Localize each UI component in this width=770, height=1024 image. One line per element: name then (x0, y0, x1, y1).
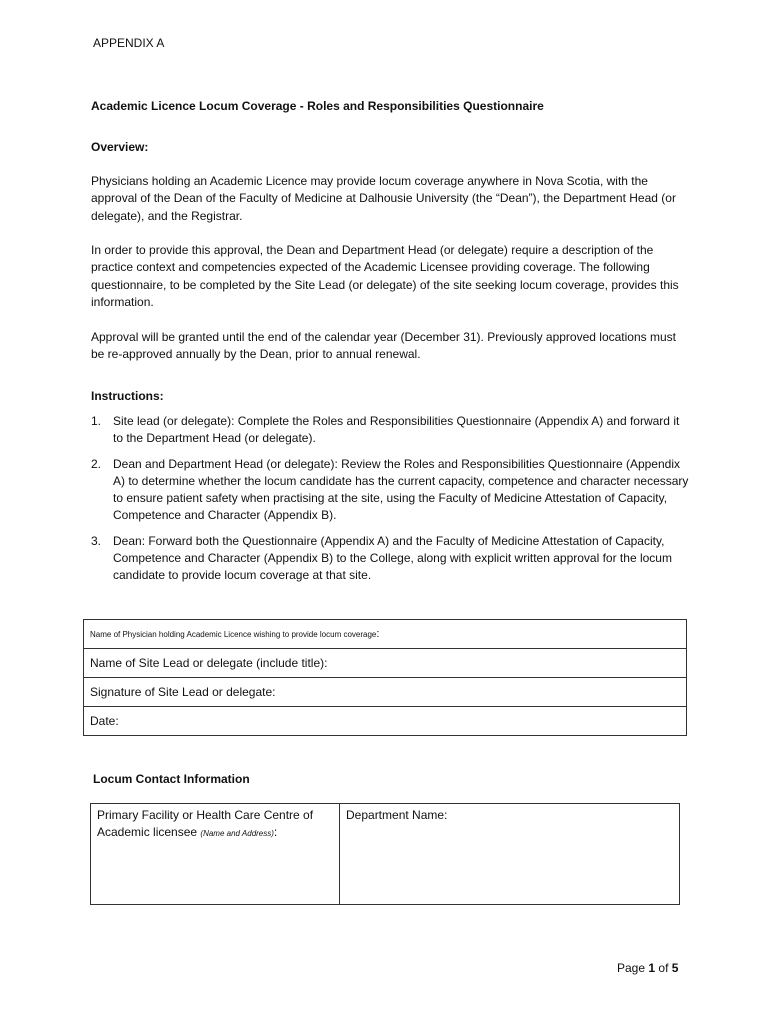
instruction-item (91, 413, 691, 448)
instructions-list (91, 413, 691, 593)
overview-paragraph-3: Approval will be granted until the end of the calendar year (December 31). Previously approved locations must be re-approved annually by the Dean, prior to annual renewal. (91, 330, 676, 362)
instruction-text: Site lead (or delegate): Complete the Roles and Responsibilities Questionnaire (Appendix A) and forward it to the Department Head (or delegate). (113, 414, 680, 446)
locum-contact-table (90, 803, 680, 905)
facility-hint: (Name and Address) (200, 829, 274, 839)
department-field[interactable] (340, 804, 680, 905)
contact-row (91, 804, 680, 905)
overview-paragraph-1: Physicians holding an Academic Licence may provide locum coverage anywhere in Nova Scotia, with the approval of the Dean of the Faculty of Medicine at Dalhousie University (the “Dean”), the Department Head (or delegate), and the Registrar. (91, 174, 676, 223)
site-lead-name-label: Name of Site Lead or delegate (include title): (90, 656, 328, 670)
instructions-heading: Instructions: (91, 389, 164, 403)
facility-label: Primary Facility or Health Care Centre of Academic licensee (97, 808, 314, 840)
document-title: Academic Licence Locum Coverage - Roles and Responsibilities Questionnaire (91, 99, 544, 113)
instruction-number: 1. (91, 414, 102, 428)
site-lead-form-table (83, 619, 687, 736)
form-row (84, 649, 687, 678)
instruction-text: Dean: Forward both the Questionnaire (Appendix A) and the Faculty of Medicine Attestation of Capacity, Competence and Character (Appendix B) to the College, along with explicit written approval for the locum candidate to provide locum coverage at that site. (113, 533, 672, 583)
appendix-header: APPENDIX A (93, 36, 165, 50)
form-row (84, 620, 687, 649)
physician-name-label: Name of Physician holding Academic Licence wishing to provide locum coverage (90, 630, 377, 639)
physician-name-colon: : (376, 628, 380, 640)
facility-colon: : (273, 825, 278, 840)
date-label: Date: (90, 714, 119, 728)
form-row (84, 678, 687, 707)
physician-name-field[interactable] (84, 620, 687, 649)
instruction-number: 3. (91, 533, 102, 548)
department-label: Department Name: (346, 808, 448, 822)
instruction-number: 2. (91, 456, 102, 471)
instruction-item (91, 533, 691, 585)
instruction-item (91, 456, 691, 525)
of-word: of (658, 961, 669, 975)
overview-heading: Overview: (91, 140, 149, 154)
date-field[interactable] (84, 707, 687, 736)
locum-contact-heading: Locum Contact Information (93, 772, 250, 786)
page-current: 1 (648, 961, 656, 975)
page-total: 5 (671, 961, 679, 975)
facility-field[interactable] (91, 804, 340, 905)
overview-paragraph-2: In order to provide this approval, the Dean and Department Head (or delegate) require a description of the practice context and competencies expected of the Academic Licensee providing coverage. The following questionnaire, to be completed by the Site Lead (or delegate) of the site seeking locum coverage, provides this information. (91, 243, 679, 309)
signature-label: Signature of Site Lead or delegate: (90, 685, 276, 699)
instruction-text: Dean and Department Head (or delegate): Review the Roles and Responsibilities Questionnaire (Appendix A) to determine whether the locum candidate has the current capacity, competence and character necessary to ensure patient safety when practising at the site, using the Faculty of Medicine Attestation of Capacity, Competence and Character (Appendix B). (113, 456, 689, 523)
site-lead-name-field[interactable] (84, 649, 687, 678)
form-row (84, 707, 687, 736)
page-number-footer (617, 961, 678, 975)
page-word: Page (617, 961, 646, 975)
signature-field[interactable] (84, 678, 687, 707)
